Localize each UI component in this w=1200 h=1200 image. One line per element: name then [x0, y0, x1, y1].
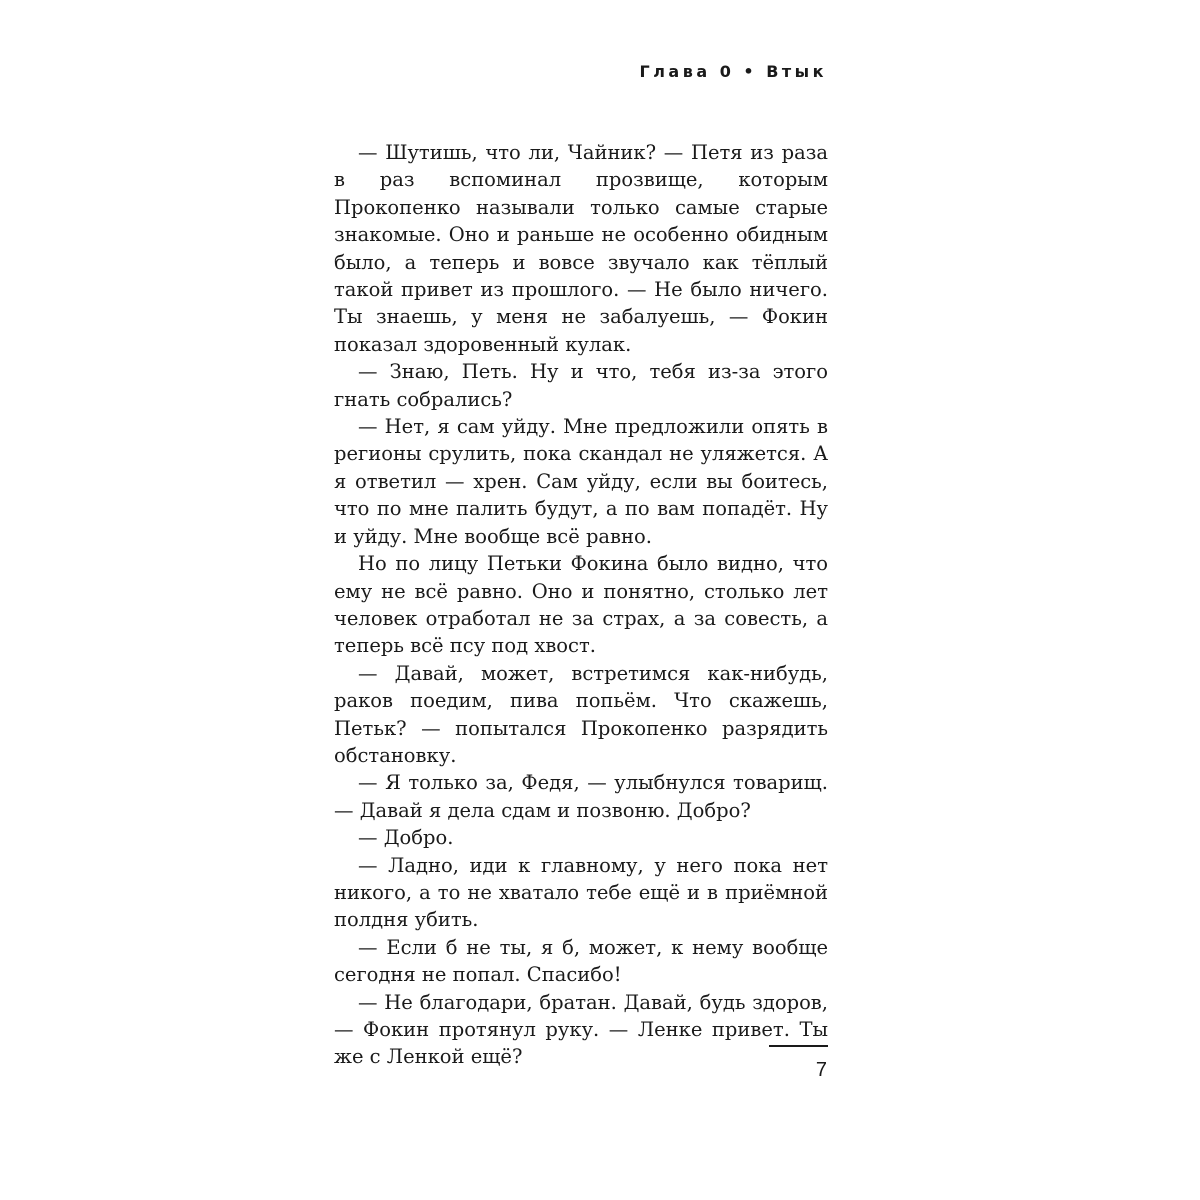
running-head: Глава 0 • Втык	[639, 62, 827, 81]
paragraph: — Если б не ты, я б, может, к нему вообще сегодня не попал. Спасибо!	[334, 935, 828, 987]
paragraph: — Давай, может, встретимся как-нибудь, раков поедим, пива попьём. Что скажешь, Петьк? — попытался Прокопенко разрядить обстановку.	[334, 661, 828, 767]
page-number-rule	[769, 1045, 828, 1047]
paragraph: — Нет, я сам уйду. Мне предложили опять в регионы срулить, пока скандал не уляжется. А я ответил — хрен. Сам уйду, если вы боитесь, что по мне палить будут, а по вам попадёт. Ну и уйду. Мне вообще всё равно.	[334, 415, 828, 548]
paragraph: — Я только за, Федя, — улыбнулся товарищ. — Давай я дела сдам и позвоню. Добро?	[334, 771, 828, 822]
body-text	[334, 139, 828, 1071]
paragraph: — Добро.	[358, 826, 454, 850]
paragraph: — Ладно, иди к главному, у него пока нет никого, а то не хватало тебе ещё и в приёмной полдня убить.	[334, 853, 828, 932]
paragraph: — Знаю, Петь. Ну и что, тебя из-за этого гнать собрались?	[334, 360, 828, 411]
paragraph: — Не благодари, братан. Давай, будь здоров, — Фокин протянул руку. — Ленке привет. Ты же с Ленкой ещё?	[334, 990, 828, 1069]
paragraph: Но по лицу Петьки Фокина было видно, что ему не всё равно. Оно и понятно, столько лет человек отработал не за страх, а за совесть, а теперь всё псу под хвост.	[334, 552, 828, 658]
page-number: 7	[815, 1059, 827, 1081]
paragraph: — Шутишь, что ли, Чайник? — Петя из раза в раз вспоминал прозвище, которым Прокопенко называли только самые старые знакомые. Оно и раньше не особенно обидным было, а теперь и вовсе звучало как тёплый такой привет из прошлого. — Не было ничего. Ты знаешь, у меня не забалуешь, — Фокин показал здоровенный кулак.	[334, 141, 828, 356]
